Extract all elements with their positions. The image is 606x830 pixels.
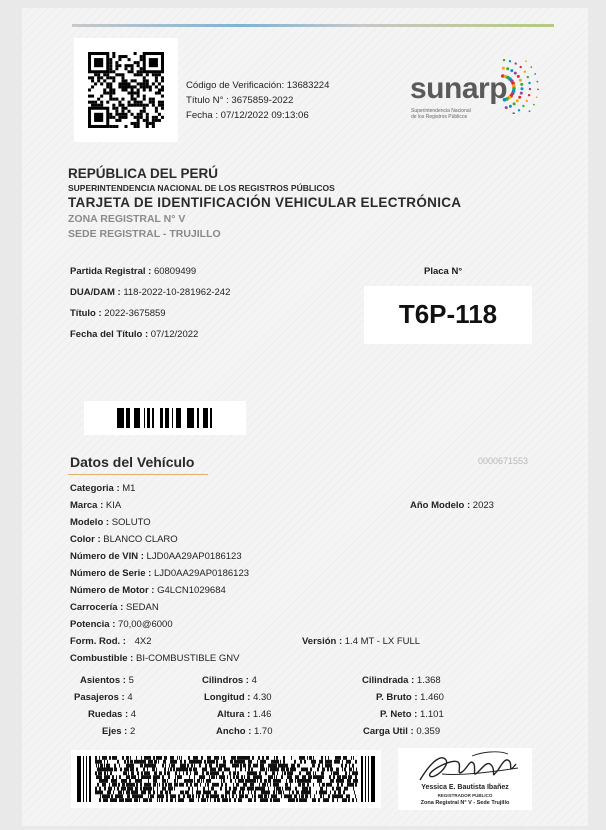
marca-field: Marca : KIA [70, 500, 122, 511]
placa-value: T6P-118 [398, 299, 498, 329]
p-neto-field: P. Neto : 1.101 [380, 709, 444, 720]
logo-subtitle: Superintendencia Nacional de los Registros Públicos [411, 108, 471, 120]
header-sede: SEDE REGISTRAL - TRUJILLO [68, 228, 221, 240]
serie-field: Número de Serie : LJD0AA29AP0186123 [70, 568, 250, 579]
qr-code [74, 38, 178, 142]
asientos-field: Asientos : 5 [80, 675, 134, 686]
logo-wordmark: sunarp [410, 72, 508, 105]
verification-date: Fecha : 07/12/2022 09:13:06 [186, 110, 309, 121]
serial-number: 0000671553 [478, 456, 529, 466]
cilindros-field: Cilindros : 4 [202, 675, 257, 686]
verification-block [186, 78, 329, 123]
titulo-field: Título : 2022-3675859 [70, 308, 166, 319]
combustible-field: Combustible : BI-COMBUSTIBLE GNV [70, 653, 240, 664]
header-tarjeta: TARJETA DE IDENTIFICACIÓN VEHICULAR ELECTRÓNICA [68, 195, 462, 210]
header-zona: ZONA REGISTRAL N° V [68, 213, 186, 225]
p-bruto-field: P. Bruto : 1.460 [376, 692, 444, 703]
signature-block [398, 748, 532, 810]
header-superintendencia: SUPERINTENDENCIA NACIONAL DE LOS REGISTROS PÚBLICOS [68, 183, 335, 193]
potencia-field: Potencia : 70,00@6000 [70, 619, 173, 630]
color-field: Color : BLANCO CLARO [70, 534, 178, 545]
verification-title: Título N° : 3675859-2022 [186, 95, 294, 106]
carga-util-field: Carga Util : 0.359 [363, 726, 441, 737]
placa-label: Placa N° [424, 266, 463, 277]
ruedas-field: Ruedas : 4 [88, 709, 137, 720]
section-underline [68, 474, 208, 475]
ejes-field: Ejes : 2 [102, 726, 136, 737]
qr-code-graphic [88, 52, 164, 128]
barcode-small [84, 401, 246, 435]
longitud-field: Longitud : 4.30 [204, 692, 272, 703]
cilindrada-field: Cilindrada : 1.368 [362, 675, 441, 686]
top-color-line [72, 24, 554, 27]
form-rod-field: Form. Rod. : 4X2 [70, 636, 152, 647]
signature-name: Yessica E. Bautista Ibañez [421, 784, 509, 791]
pasajeros-field: Pasajeros : 4 [74, 692, 133, 703]
partida-field: Partida Registral : 60809499 [70, 266, 197, 277]
header-republica: REPÚBLICA DEL PERÚ [68, 166, 219, 181]
altura-field: Altura : 1.46 [217, 709, 272, 720]
categoria-field: Categoria : M1 [70, 483, 136, 494]
placa-box [364, 286, 532, 344]
vin-field: Número de VIN : LJD0AA29AP0186123 [70, 551, 242, 562]
carroceria-field: Carrocería : SEDAN [70, 602, 159, 613]
motor-field: Número de Motor : G4LCN1029684 [70, 585, 226, 596]
anio-modelo-field: Año Modelo : 2023 [410, 500, 494, 511]
barcode-small-graphic [117, 408, 215, 428]
handwritten-signature [412, 750, 522, 788]
signature-cargo: REGISTRADOR PUBLICO [437, 793, 493, 798]
dua-field: DUA/DAM : 118-2022-10-281962-242 [70, 287, 231, 298]
barcode-pdf417-graphic [77, 756, 375, 802]
barcode-pdf417 [71, 750, 381, 808]
fecha-titulo-field: Fecha del Título : 07/12/2022 [70, 329, 199, 340]
modelo-field: Modelo : SOLUTO [70, 517, 151, 528]
signature-zona: Zona Registral N° V - Sede Trujillo [420, 800, 510, 806]
ancho-field: Ancho : 1.70 [216, 726, 273, 737]
document-page [22, 8, 588, 826]
version-field: Versión : 1.4 MT - LX FULL [302, 636, 421, 647]
sunarp-logo [410, 56, 545, 126]
section-title: Datos del Vehículo [70, 454, 195, 470]
verification-code: Código de Verificación: 13683224 [186, 80, 330, 91]
